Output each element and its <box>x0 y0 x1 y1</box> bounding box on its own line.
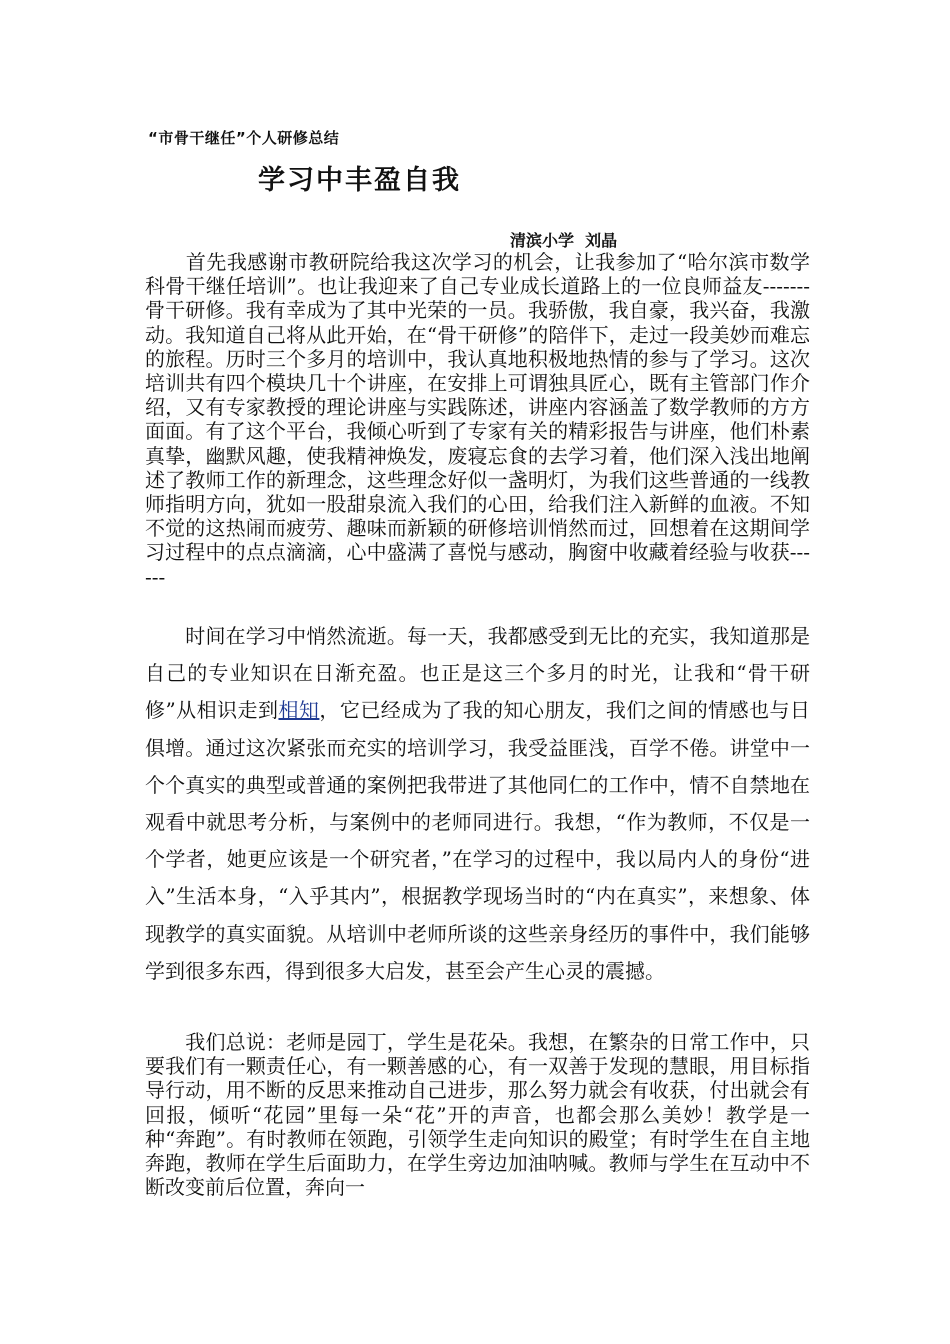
document-subtitle: “市骨干继任”个人研修总结 <box>148 129 340 147</box>
document-author: 清滨小学 刘晶 <box>510 231 618 250</box>
paragraph-1: 首先我感谢市教研院给我这次学习的机会，让我参加了“哈尔滨市数学科骨干继任培训”。也让我迎来了自己专业成长道路上的一位良师益友-------骨干研修。我有幸成为了其中光荣的一员。我骄傲，我自豪，我兴奋，我激动。我知道自己将从此开始，在“骨干研修”的陪伴下，走过一段美妙而难忘的旅程。历时三个多月的培训中，我认真地积极地热情的参与了学习。这次培训共有四个模块几十个讲座，在安排上可谓独具匠心，既有主管部门作介绍，又有专家教授的理论讲座与实践陈述，讲座内容涵盖了数学教师的方方面面。有了这个平台，我倾心听到了专家有关的精彩报告与讲座，他们朴素真挚，幽默风趣，使我精神焕发，废寝忘食的去学习着，他们深入浅出地阐述了教师工作的新理念，这些理念好似一盏明灯，为我们这些普通的一线教师指明方向，犹如一股甜泉流入我们的心田，给我们注入新鲜的血液。不知不觉的这热闹而疲劳、趣味而新颖的研修培训悄然而过，回想着在这期间学习过程中的点点滴滴，心中盛满了喜悦与感动，胸窗中收藏着经验与收获------ <box>145 250 810 589</box>
paragraph-2-text-before: 时间在学习中悄然流逝。每一天，我都感受到无比的充实，我知道那是自己的专业知识在日渐充盈。也正是这三个多月的时光，让我和“骨干研修”从相识走到 <box>145 624 810 723</box>
paragraph-2 <box>145 618 810 990</box>
document-title: 学习中丰盈自我 <box>258 165 461 196</box>
xiangzhi-link[interactable]: 相知 <box>278 698 320 723</box>
paragraph-2-text-after: ，它已经成为了我的知心朋友，我们之间的情感也与日俱增。通过这次紧张而充实的培训学习，我受益匪浅，百学不倦。讲堂中一个个真实的典型或普通的案例把我带进了其他同仁的工作中，情不自禁地在观看中就思考分析，与案例中的老师同进行。我想，“作为教师，不仅是一个学者，她更应该是一个研究者，”在学习的过程中，我以局内人的身份“进入”生活本身，“入乎其内”，根据教学现场当时的“内在真实”，来想象、体现教学的真实面貌。从培训中老师所谈的这些亲身经历的事件中，我们能够学到很多东西，得到很多大启发，甚至会产生心灵的震撼。 <box>145 698 811 983</box>
paragraph-3: 我们总说：老师是园丁，学生是花朵。我想，在繁杂的日常工作中，只要我们有一颗责任心，有一颗善感的心，有一双善于发现的慧眼，用目标指导行动，用不断的反思来推动自己进步，那么努力就会有收获，付出就会有回报，倾听“花园”里每一朵“花”开的声音，也都会那么美妙！教学是一种“奔跑”。有时教师在领跑，引领学生走向知识的殿堂；有时学生在自主地奔跑，教师在学生后面助力，在学生旁边加油呐喊。教师与学生在互动中不断改变前后位置，奔向一 <box>145 1030 810 1200</box>
